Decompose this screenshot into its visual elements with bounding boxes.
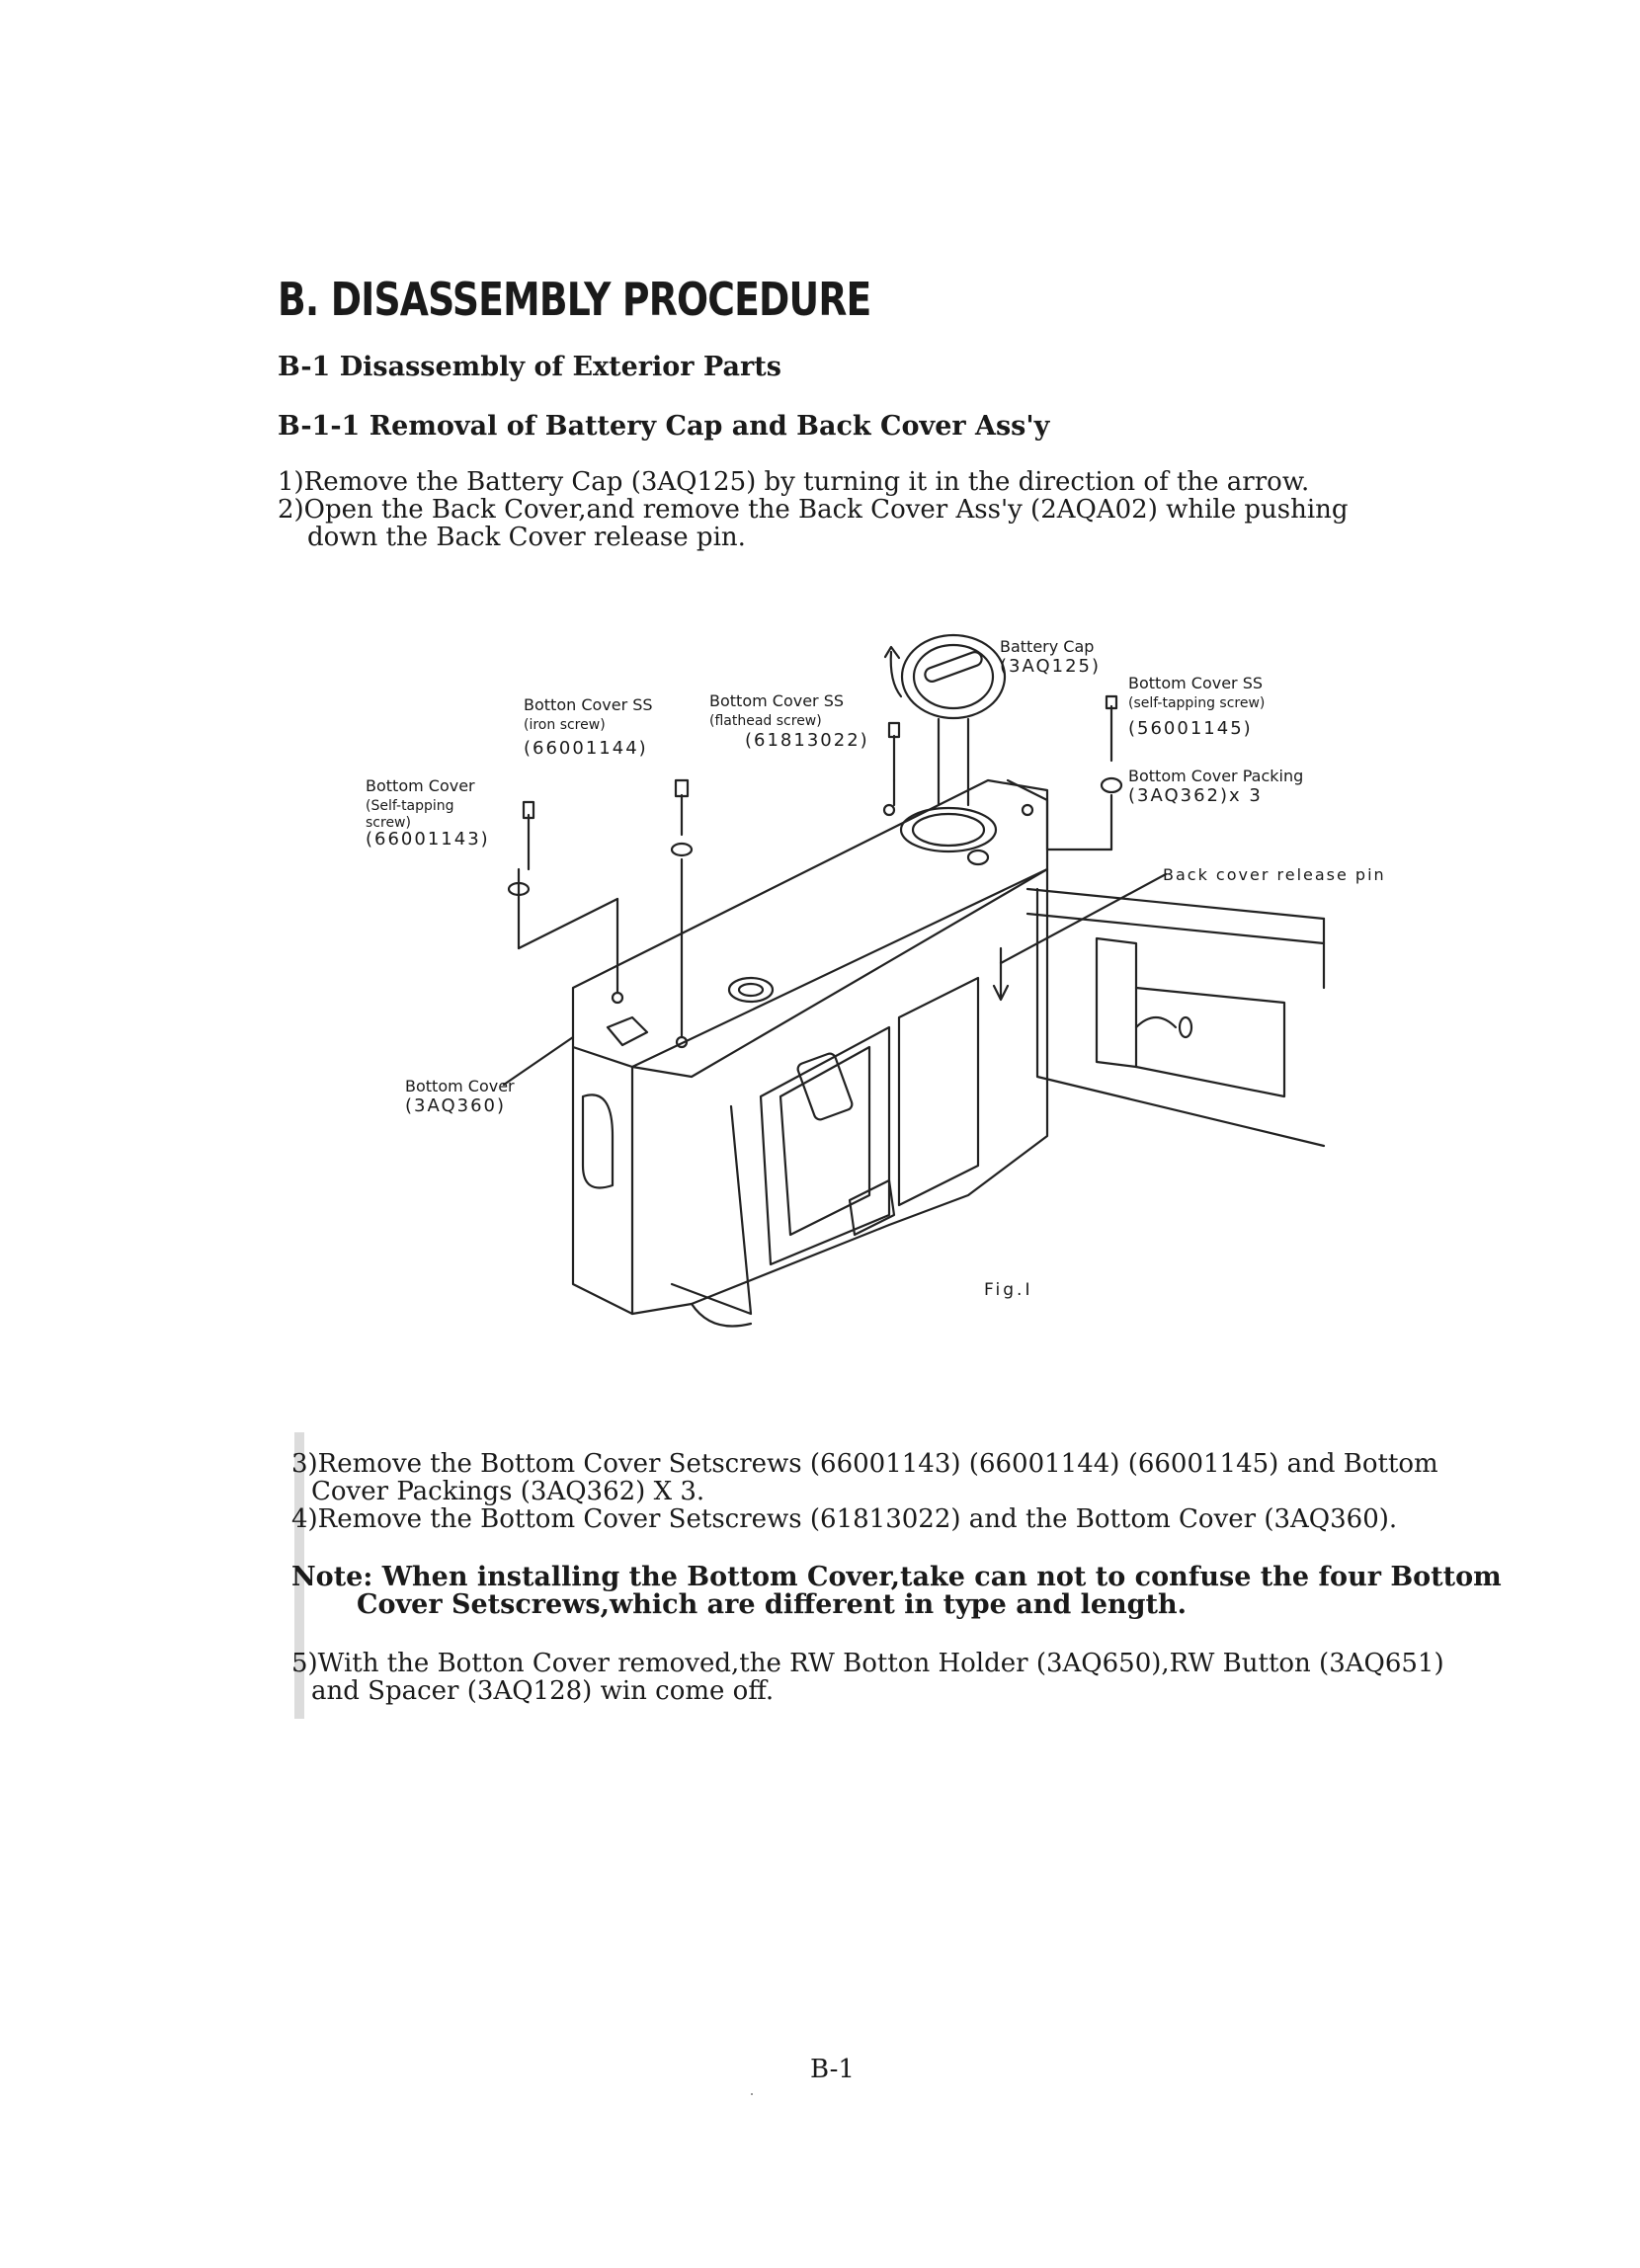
screw-flathead bbox=[889, 723, 899, 805]
page-title: B. DISASSEMBLY PROCEDURE bbox=[278, 273, 871, 326]
step-2-line-2: down the Back Cover release pin. bbox=[307, 523, 746, 552]
step-3-line-2: Cover Packings (3AQ362) X 3. bbox=[311, 1477, 705, 1506]
label-bottom-cover: Bottom Cover (3AQ360) bbox=[405, 1077, 515, 1116]
label-battery-cap: Battery Cap (3AQ125) bbox=[1000, 637, 1102, 677]
step-2-line-1: 2)Open the Back Cover,and remove the Back Cover Ass'y (2AQA02) while pushing bbox=[278, 495, 1349, 525]
label-ss-flathead: Bottom Cover SS (flathead screw) (61813022) bbox=[709, 691, 869, 751]
label-packing: Bottom Cover Packing (3AQ362)x 3 bbox=[1128, 767, 1304, 806]
section-heading: B-1 Disassembly of Exterior Parts bbox=[278, 352, 781, 382]
step-4: 4)Remove the Bottom Cover Setscrews (61813022) and the Bottom Cover (3AQ360). bbox=[291, 1504, 1398, 1534]
page-number: B-1 bbox=[810, 2055, 855, 2084]
screw-iron bbox=[672, 780, 692, 1037]
screw-left bbox=[509, 802, 617, 993]
label-release-pin: Back cover release pin bbox=[1163, 865, 1386, 884]
bottom-cover-shape bbox=[573, 780, 1047, 1067]
note-line-2: Cover Setscrews,which are different in type and length. bbox=[357, 1589, 1188, 1620]
screw-right bbox=[1008, 696, 1121, 850]
figure-caption: Fig.I bbox=[984, 1280, 1033, 1300]
subsection-heading: B-1-1 Removal of Battery Cap and Back Cover Ass'y bbox=[278, 411, 1050, 442]
step-5-line-1: 5)With the Botton Cover removed,the RW Botton Holder (3AQ650),RW Button (3AQ651) bbox=[291, 1649, 1444, 1678]
step-5-line-2: and Spacer (3AQ128) win come off. bbox=[311, 1676, 775, 1706]
note-line-1: Note: When installing the Bottom Cover,take can not to confuse the four Bottom bbox=[291, 1562, 1502, 1592]
step-1: 1)Remove the Battery Cap (3AQ125) by turning it in the direction of the arrow. bbox=[278, 467, 1310, 497]
label-ss-iron: Botton Cover SS (iron screw) (66001144) bbox=[524, 695, 653, 759]
step-3-line-1: 3)Remove the Bottom Cover Setscrews (66001143) (66001144) (66001145) and Bottom bbox=[291, 1449, 1438, 1479]
label-ss-self-tap-right: Bottom Cover SS (self-tapping screw) (56001145) bbox=[1128, 674, 1266, 739]
label-ss-left: Bottom Cover (Self-tapping screw) (66001143) bbox=[366, 776, 490, 850]
